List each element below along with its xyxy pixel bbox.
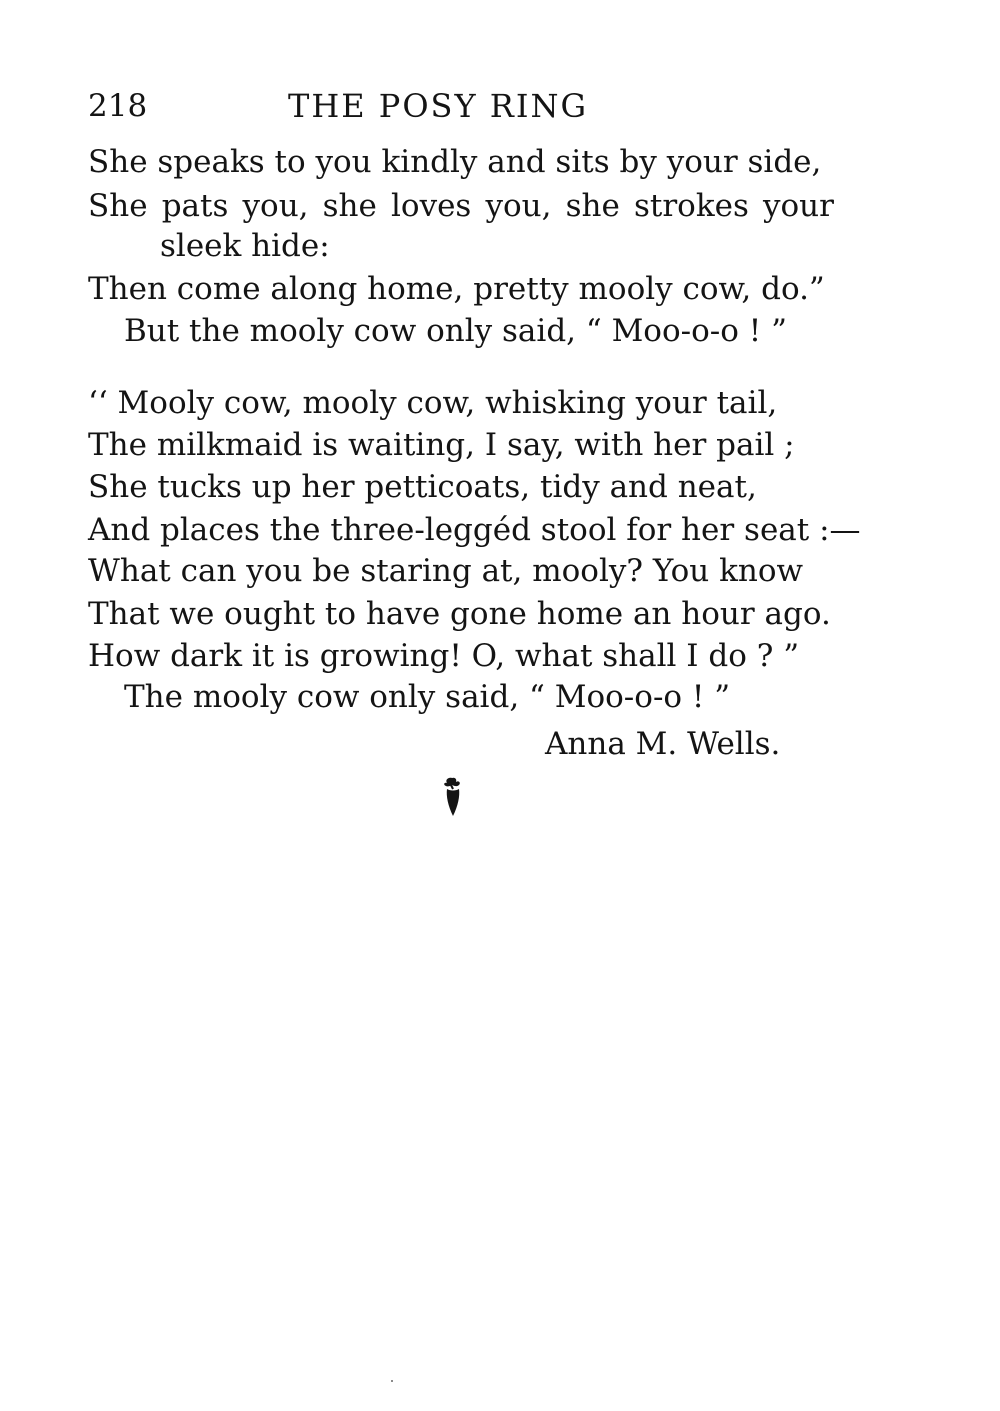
poem-line: She speaks to you kindly and sits by your side, — [88, 144, 822, 180]
poem-word: loves — [391, 188, 472, 224]
poem-word: you, — [485, 188, 552, 224]
running-title: THE POSY RING — [288, 87, 589, 125]
poem-word: she — [565, 188, 620, 224]
poem-line-justified — [88, 186, 834, 226]
poem-word: She — [88, 188, 148, 224]
poem-line: Then come along home, pretty mooly cow, do.” — [88, 271, 825, 307]
page-number: 218 — [88, 88, 148, 124]
poem-line: How dark it is growing! O, what shall I do ? ” — [88, 638, 800, 674]
poem-word: pats — [161, 188, 229, 224]
author-attribution: Anna M. Wells. — [545, 726, 781, 762]
poem-line: She tucks up her petticoats, tidy and neat, — [88, 469, 757, 505]
poem-word: strokes — [633, 188, 749, 224]
poem-line: The milkmaid is waiting, I say, with her pail ; — [88, 427, 795, 463]
acorn-ornament-icon — [438, 776, 468, 818]
poem-word: she — [322, 188, 377, 224]
poem-line-refrain: The mooly cow only said, “ Moo-o-o ! ” — [124, 679, 731, 715]
poem-word: you, — [242, 188, 309, 224]
poem-line: sleek hide: — [160, 228, 330, 264]
print-speck — [391, 1380, 393, 1382]
poem-line: And places the three-leggéd stool for her seat :— — [88, 512, 861, 548]
running-header — [88, 84, 848, 128]
poem-word: your — [762, 188, 834, 224]
poem-line: That we ought to have gone home an hour ago. — [88, 596, 831, 632]
poem-line-refrain: But the mooly cow only said, “ Moo-o-o ! ” — [124, 313, 787, 349]
poem-line: ‘‘ Mooly cow, mooly cow, whisking your tail, — [88, 385, 778, 421]
poem-line: What can you be staring at, mooly? You know — [88, 553, 804, 589]
